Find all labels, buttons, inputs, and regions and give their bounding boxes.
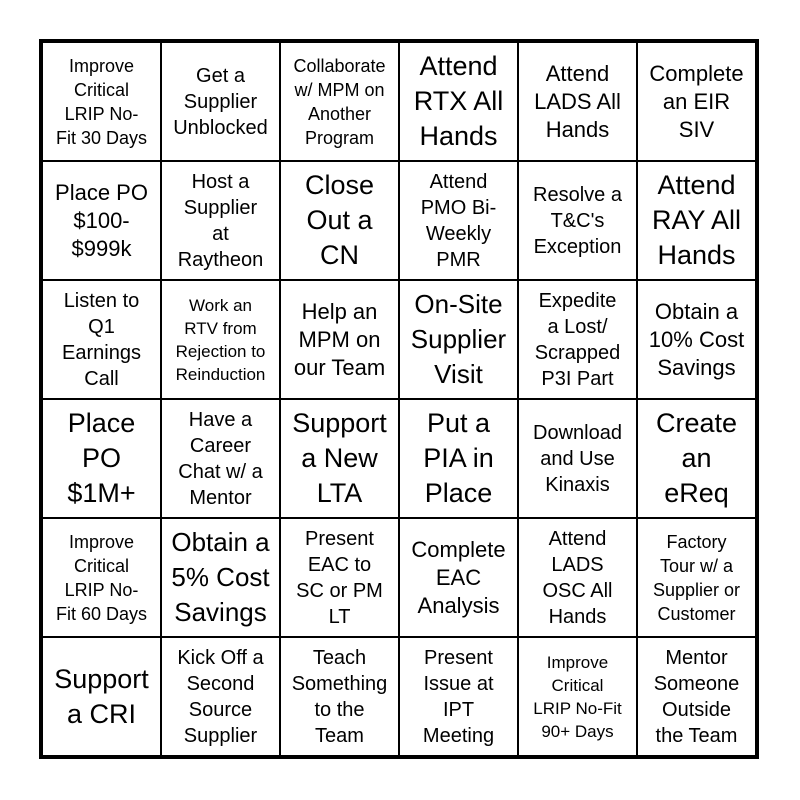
- bingo-cell-r2c2[interactable]: [161, 161, 280, 280]
- cell-label: Present Issue at IPT Meeting: [422, 646, 495, 747]
- cell-label: Listen to Q1 Earnings Call: [62, 289, 141, 390]
- cell-label: Collaborate w/ MPM on Another Program: [293, 55, 386, 148]
- cell-label: Kick Off a Second Source Supplier: [177, 646, 264, 747]
- cell-label: Complete EAC Analysis: [411, 536, 506, 618]
- cell-label: Have a Career Chat w/ a Mentor: [178, 408, 263, 509]
- bingo-cell-r3c2[interactable]: [161, 280, 280, 399]
- cell-label: Attend LADS OSC All Hands: [542, 527, 613, 628]
- bingo-cell-r1c2[interactable]: [161, 42, 280, 161]
- cell-label: Resolve a T&C's Exception: [533, 183, 622, 258]
- bingo-cell-r3c5[interactable]: [518, 280, 637, 399]
- bingo-cell-r1c5[interactable]: [518, 42, 637, 161]
- bingo-cell-r3c1[interactable]: [42, 280, 161, 399]
- cell-label: Expedite a Lost/ Scrapped P3I Part: [534, 289, 621, 390]
- bingo-cell-r5c5[interactable]: [518, 518, 637, 637]
- cell-label: Get a Supplier Unblocked: [173, 64, 268, 139]
- bingo-cell-r4c2[interactable]: [161, 399, 280, 518]
- bingo-cell-r2c6[interactable]: [637, 161, 756, 280]
- bingo-cell-r3c3[interactable]: [280, 280, 399, 399]
- cell-label: Help an MPM on our Team: [293, 298, 386, 380]
- bingo-cell-r6c5[interactable]: [518, 637, 637, 756]
- cell-label: On-Site Supplier Visit: [410, 289, 507, 389]
- cell-label: Create an eReq: [655, 408, 738, 508]
- cell-label: Host a Supplier at Raytheon: [177, 170, 264, 271]
- bingo-cell-r6c4[interactable]: [399, 637, 518, 756]
- cell-label: Present EAC to SC or PM LT: [296, 527, 383, 628]
- bingo-cell-r5c4[interactable]: [399, 518, 518, 637]
- bingo-cell-r3c4[interactable]: [399, 280, 518, 399]
- cell-label: Obtain a 10% Cost Savings: [648, 298, 745, 380]
- bingo-cell-r3c6[interactable]: [637, 280, 756, 399]
- bingo-cell-r5c2[interactable]: [161, 518, 280, 637]
- cell-label: Support a New LTA: [292, 408, 387, 508]
- bingo-cell-r4c5[interactable]: [518, 399, 637, 518]
- cell-label: Teach Something to the Team: [291, 646, 388, 747]
- bingo-cell-r1c3[interactable]: [280, 42, 399, 161]
- cell-label: Improve Critical LRIP No- Fit 30 Days: [55, 55, 148, 148]
- cell-label: Obtain a 5% Cost Savings: [171, 527, 270, 627]
- cell-label: Close Out a CN: [304, 170, 375, 270]
- bingo-cell-r1c6[interactable]: [637, 42, 756, 161]
- bingo-cell-r4c1[interactable]: [42, 399, 161, 518]
- cell-label: Attend PMO Bi- Weekly PMR: [420, 170, 497, 271]
- cell-label: Factory Tour w/ a Supplier or Customer: [652, 531, 741, 624]
- cell-label: Attend LADS All Hands: [534, 60, 621, 142]
- bingo-cell-r6c3[interactable]: [280, 637, 399, 756]
- bingo-cell-r6c1[interactable]: [42, 637, 161, 756]
- bingo-cell-r4c6[interactable]: [637, 399, 756, 518]
- cell-label: Work an RTV from Rejection to Reinduction: [175, 295, 266, 384]
- cell-label: Put a PIA in Place: [423, 408, 494, 508]
- bingo-cell-r5c6[interactable]: [637, 518, 756, 637]
- bingo-cell-r6c2[interactable]: [161, 637, 280, 756]
- bingo-cell-r2c5[interactable]: [518, 161, 637, 280]
- bingo-cell-r1c1[interactable]: [42, 42, 161, 161]
- cell-label: Download and Use Kinaxis: [533, 421, 622, 496]
- bingo-cell-r5c3[interactable]: [280, 518, 399, 637]
- bingo-cell-r6c6[interactable]: [637, 637, 756, 756]
- cell-label: Support a CRI: [54, 663, 149, 729]
- cell-label: Place PO $100- $999k: [55, 179, 148, 261]
- bingo-cell-r5c1[interactable]: [42, 518, 161, 637]
- cell-label: Place PO $1M+: [67, 408, 136, 508]
- bingo-cell-r1c4[interactable]: [399, 42, 518, 161]
- cell-label: Improve Critical LRIP No- Fit 60 Days: [55, 531, 148, 624]
- bingo-cell-r4c4[interactable]: [399, 399, 518, 518]
- cell-label: Complete an EIR SIV: [649, 60, 744, 142]
- cell-label: Mentor Someone Outside the Team: [653, 646, 740, 747]
- cell-label: Improve Critical LRIP No-Fit 90+ Days: [533, 652, 622, 741]
- bingo-cell-r4c3[interactable]: [280, 399, 399, 518]
- bingo-cell-r2c3[interactable]: [280, 161, 399, 280]
- bingo-cell-r2c1[interactable]: [42, 161, 161, 280]
- cell-label: Attend RAY All Hands: [651, 170, 742, 270]
- bingo-board: [39, 39, 759, 759]
- cell-label: Attend RTX All Hands: [413, 51, 504, 151]
- bingo-cell-r2c4[interactable]: [399, 161, 518, 280]
